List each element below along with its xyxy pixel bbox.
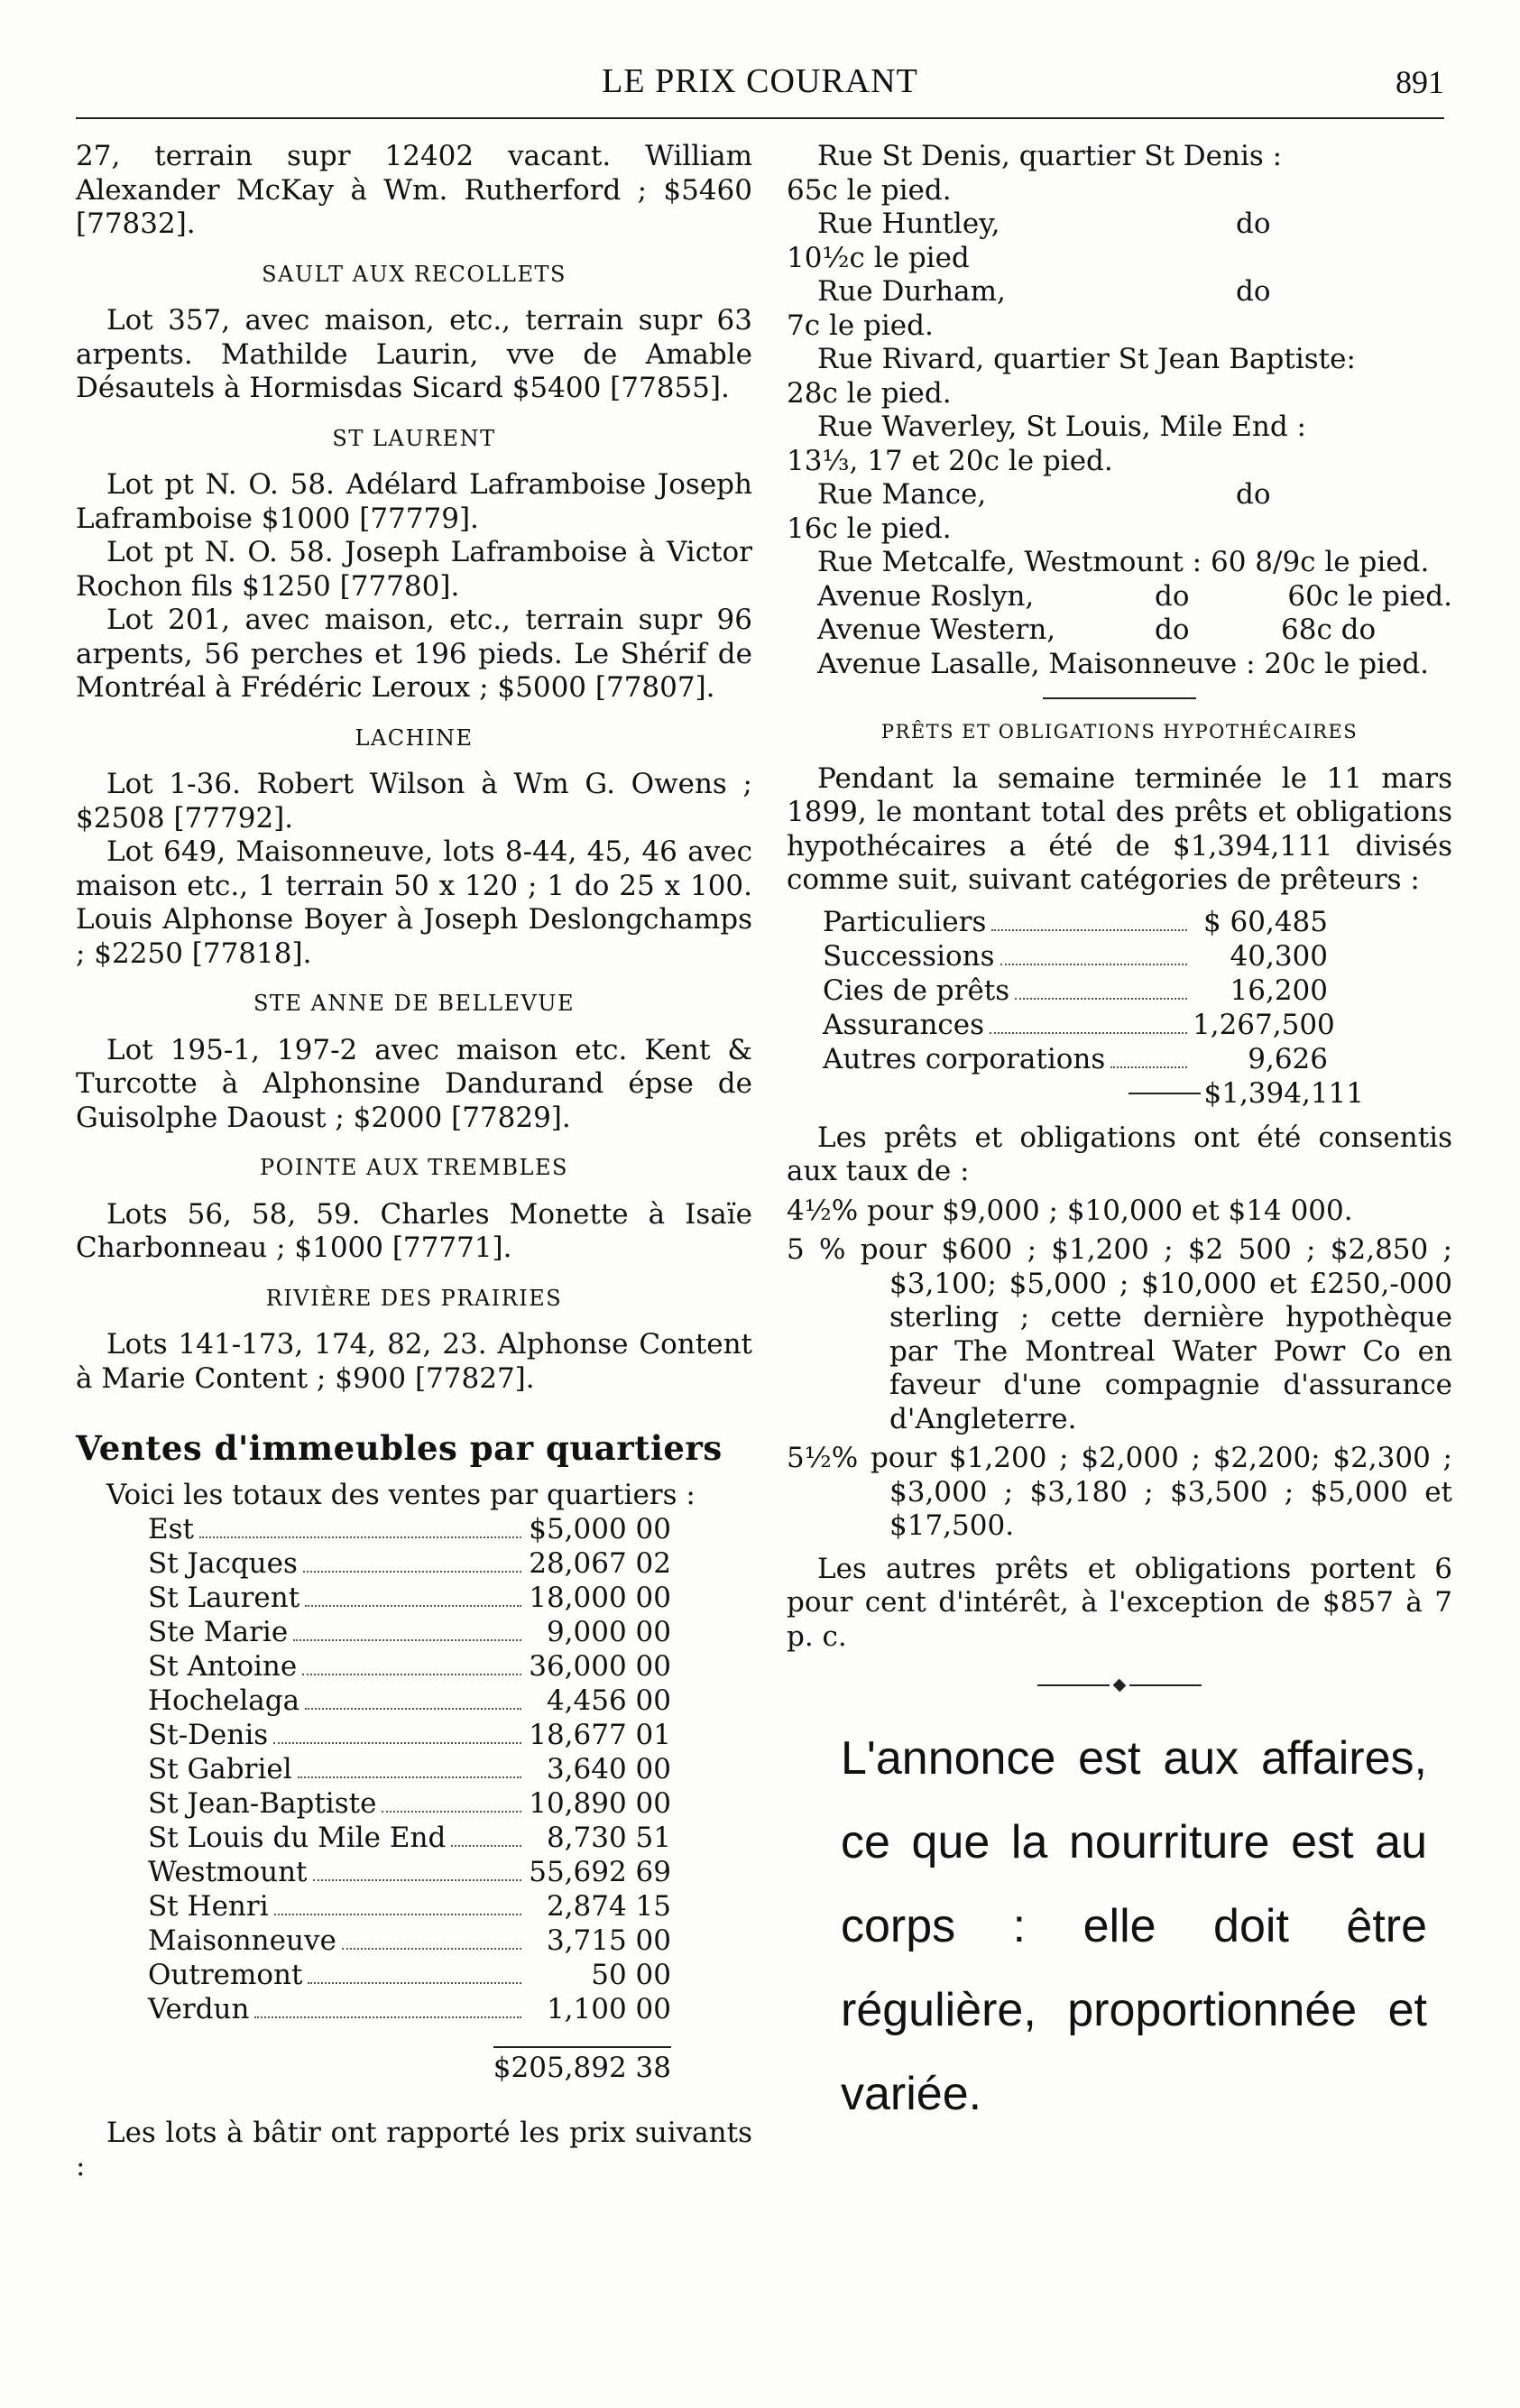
quartier-amount: 18,677 01 xyxy=(529,1719,671,1751)
rue-price: 68c do xyxy=(1281,614,1377,646)
quartier-amount: 2,874 15 xyxy=(546,1890,671,1923)
taux-entry: 5½% pour $1,200 ; $2,000 ; $2,200; $2,300 ; $3,000 ; $3,180 ; $3,500 ; $5,000 et $17,500. xyxy=(787,1442,1452,1542)
rue-name: Avenue Roslyn, xyxy=(817,579,1035,613)
table-row xyxy=(823,905,1328,939)
taux-intro: Les prêts et obligations ont été consentis aux taux de : xyxy=(787,1121,1452,1187)
rue-price: 13⅓, 17 et 20c le pied. xyxy=(787,444,1113,477)
left-column xyxy=(76,140,752,2184)
quartier-name: St Laurent xyxy=(148,1582,300,1614)
preteurs-total xyxy=(823,1076,1364,1111)
quartier-name: Westmount xyxy=(148,1856,308,1888)
quartier-name: St Antoine xyxy=(148,1650,298,1683)
leader-dots xyxy=(382,1811,521,1813)
rue-price: 65c le pied. xyxy=(787,173,952,207)
table-row xyxy=(148,1924,671,1958)
rue-entry xyxy=(787,275,1452,309)
sale-entry: Lots 141-173, 174, 82, 23. Alphonse Content à Marie Content ; $900 [77827]. xyxy=(76,1328,752,1395)
preteurs-total-value: $1,394,111 xyxy=(1203,1076,1364,1110)
leader-dots xyxy=(305,1605,521,1607)
leader-dots xyxy=(298,1776,521,1778)
quartier-amount: 8,730 51 xyxy=(546,1822,671,1854)
quartier-amount: 3,640 00 xyxy=(546,1753,671,1785)
prets-intro: Pendant la semaine terminée le 11 mars 1899, le montant total des prêts et obligations hypothécaires a été de $1,394,111 divisés comme suit, suivant catégories de prêteurs : xyxy=(787,761,1452,896)
quartier-name: Est xyxy=(148,1513,194,1545)
rue-price: 10½c le pied xyxy=(787,241,970,274)
sale-entry: Lot 357, avec maison, etc., terrain supr 63 arpents. Mathilde Laurin, vve de Amable Désautels à Hormisdas Sicard $5400 [77855]. xyxy=(76,304,752,404)
quartier-name: Outremont xyxy=(148,1959,303,1991)
table-row xyxy=(823,939,1328,973)
table-row xyxy=(148,1992,671,2026)
sale-entry: Lot 1-36. Robert Wilson à Wm G. Owens ; $2508 [77792]. xyxy=(76,768,752,835)
leader-dots xyxy=(273,1742,521,1744)
leader-dots xyxy=(302,1674,521,1675)
quartier-name: Maisonneuve xyxy=(148,1924,336,1957)
rue-price: 28c le pied. xyxy=(787,376,952,410)
ornament-divider xyxy=(787,1681,1452,1690)
advertisement-quote: L'annonce est aux affaires, ce que la nourriture est au corps : elle doit être régulière, proportionnée et variée. xyxy=(841,1732,1427,2120)
quartier-amount: 28,067 02 xyxy=(529,1547,671,1580)
rue-name: Rue Durham, xyxy=(817,275,1006,308)
ditto-mark: do xyxy=(1155,579,1190,613)
lots-text: Les lots à bâtir ont rapporté les prix suivants : xyxy=(76,2116,752,2182)
divider xyxy=(1043,697,1196,699)
leader-dots xyxy=(1000,964,1187,965)
quartier-name: St Jean-Baptiste xyxy=(148,1787,377,1820)
table-row xyxy=(148,1581,671,1615)
sale-entry: Lot 195-1, 197-2 avec maison etc. Kent & Turcotte à Alphonsine Dandurand épse de Guisolphe Daoust ; $2000 [77829]. xyxy=(76,1033,752,1134)
quartier-name: St Jacques xyxy=(148,1547,298,1580)
sale-entry: 27, terrain supr 12402 vacant. William Alexander McKay à Wm. Rutherford ; $5460 [77832]. xyxy=(76,140,752,240)
leader-dots xyxy=(199,1536,521,1538)
table-row xyxy=(148,1649,671,1684)
quartier-amount: 1,100 00 xyxy=(546,1993,671,2025)
table-row xyxy=(148,1684,671,1718)
section-heading: RIVIÈRE DES PRAIRIES xyxy=(265,1285,563,1311)
sale-entry: Lot pt N. O. 58. Adélard Laframboise Joseph Laframboise $1000 [77779]. xyxy=(76,468,752,535)
table-row xyxy=(823,1008,1335,1042)
rue-entry xyxy=(787,614,1452,648)
right-column xyxy=(787,140,1452,2136)
ditto-mark: do xyxy=(1236,478,1271,511)
ditto-mark: do xyxy=(1155,614,1190,646)
rue-entry xyxy=(787,478,1452,512)
rue-name: Rue Mance, xyxy=(817,478,987,511)
quartier-name: Verdun xyxy=(148,1993,250,2025)
sale-entry: Lot pt N. O. 58. Joseph Laframboise à Victor Rochon fils $1250 [77780]. xyxy=(76,536,752,603)
table-row xyxy=(148,1615,671,1649)
table-row xyxy=(148,1889,671,1924)
rue-name: Avenue Western, xyxy=(817,614,1056,646)
table-row xyxy=(823,1042,1328,1076)
table-row xyxy=(148,1855,671,1889)
rue-entry xyxy=(787,208,1452,242)
quartier-name: Ste Marie xyxy=(148,1616,289,1648)
quartier-name: St Gabriel xyxy=(148,1753,292,1785)
preteur-name: Autres corporations xyxy=(823,1042,1106,1075)
preteur-amount: 1,267,500 xyxy=(1193,1008,1335,1041)
total-rule xyxy=(1128,1093,1201,1111)
leader-dots xyxy=(451,1845,521,1847)
rue-entry: Rue Waverley, St Louis, Mile End : xyxy=(817,411,1307,443)
table-row xyxy=(148,1752,671,1786)
table-row xyxy=(148,1546,671,1581)
quartier-amount: 55,692 69 xyxy=(529,1856,671,1888)
page-header xyxy=(76,54,1444,119)
quartiers-total xyxy=(148,2052,671,2086)
preteur-name: Cies de prêts xyxy=(823,973,1010,1007)
preteur-name: Particuliers xyxy=(823,905,987,938)
leader-dots xyxy=(254,2016,521,2018)
preteur-amount: 40,300 xyxy=(1230,939,1328,973)
table-row xyxy=(148,1512,671,1546)
quartier-name: St Henri xyxy=(148,1890,269,1923)
sale-entry: Lot 649, Maisonneuve, lots 8-44, 45, 46 avec maison etc., 1 terrain 50 x 120 ; 1 do 25 x 100. Louis Alphonse Boyer à Joseph Deslongchamps ; $2250 [77818]. xyxy=(76,835,752,970)
quartier-amount: 3,715 00 xyxy=(546,1924,671,1957)
quartier-amount: 50 00 xyxy=(591,1959,671,1991)
table-row xyxy=(148,1718,671,1752)
quartier-amount: $5,000 00 xyxy=(529,1513,671,1545)
section-heading: STE ANNE DE BELLEVUE xyxy=(253,991,576,1016)
section-heading: ST LAURENT xyxy=(332,425,496,451)
quartier-name: St-Denis xyxy=(148,1719,269,1751)
ventes-heading: Ventes d'immeubles par quartiers xyxy=(76,1428,723,1468)
leader-dots xyxy=(308,1982,521,1984)
leader-dots xyxy=(293,1639,521,1641)
ventes-intro: Voici les totaux des ventes par quartiers : xyxy=(106,1478,696,1511)
preteur-amount: $ 60,485 xyxy=(1202,905,1328,938)
quartier-amount: 4,456 00 xyxy=(546,1684,671,1717)
rue-entry: Rue Rivard, quartier St Jean Baptiste: xyxy=(817,343,1356,375)
leader-dots xyxy=(303,1571,521,1573)
running-title: LE PRIX COURANT xyxy=(602,62,918,100)
table-row xyxy=(148,1821,671,1855)
quartier-amount: 10,890 00 xyxy=(529,1787,671,1820)
taux-entry: 5 % pour $600 ; $1,200 ; $2 500 ; $2,850 ; $3,100; $5,000 ; $10,000 et £250,-000 sterling ; cette dernière hypothèque par The Montreal Water Powr Co en faveur d'une compagnie d'assurance d'Angleterre. xyxy=(787,1233,1452,1435)
quartier-amount: 36,000 00 xyxy=(529,1650,671,1683)
preteur-name: Assurances xyxy=(823,1008,985,1041)
leader-dots xyxy=(1110,1066,1187,1068)
leader-dots xyxy=(1015,998,1187,1000)
sale-entry: Lots 56, 58, 59. Charles Monette à Isaïe Charbonneau ; $1000 [77771]. xyxy=(76,1197,752,1264)
rue-entry: Rue St Denis, quartier St Denis : xyxy=(817,140,1283,172)
quartier-amount: 18,000 00 xyxy=(529,1582,671,1614)
leader-dots xyxy=(990,1032,1187,1034)
leader-dots xyxy=(305,1708,521,1710)
quartier-name: Hochelaga xyxy=(148,1684,300,1717)
quartiers-total-value: $205,892 38 xyxy=(493,2046,671,2084)
leader-dots xyxy=(991,929,1187,931)
leader-dots xyxy=(274,1914,521,1915)
section-heading: LACHINE xyxy=(355,724,474,751)
quartiers-table xyxy=(148,1512,671,2026)
table-row xyxy=(148,1786,671,1821)
rue-price: 16c le pied. xyxy=(787,512,952,545)
page-number: 891 xyxy=(1396,64,1444,100)
leader-dots xyxy=(342,1948,521,1950)
rue-entry xyxy=(787,580,1452,614)
ditto-mark: do xyxy=(1236,275,1271,308)
table-row xyxy=(823,973,1328,1008)
rue-entry: Rue Metcalfe, Westmount : 60 8/9c le pied. xyxy=(817,546,1430,578)
rue-name: Rue Huntley, xyxy=(817,208,1000,240)
section-heading: SAULT AUX RECOLLETS xyxy=(262,261,567,287)
preteurs-table xyxy=(823,905,1335,1076)
section-heading: PRÊTS ET OBLIGATIONS HYPOTHÉCAIRES xyxy=(880,721,1359,743)
leader-dots xyxy=(313,1879,522,1881)
preteur-amount: 9,626 xyxy=(1248,1042,1328,1075)
preteur-amount: 16,200 xyxy=(1230,973,1328,1007)
table-row xyxy=(148,1958,671,1992)
taux-entry: 4½% pour $9,000 ; $10,000 et $14 000. xyxy=(787,1194,1353,1227)
rue-price: 60c le pied. xyxy=(1287,579,1452,613)
rue-entry: Avenue Lasalle, Maisonneuve : 20c le pied. xyxy=(817,647,1430,680)
section-heading: POINTE AUX TREMBLES xyxy=(260,1155,568,1180)
sale-entry: Lot 201, avec maison, etc., terrain supr 96 arpents, 56 perches et 196 pieds. Le Shérif de Montréal à Frédéric Leroux ; $5000 [77807]. xyxy=(76,604,752,704)
preteur-name: Successions xyxy=(823,939,995,973)
ditto-mark: do xyxy=(1236,208,1271,240)
quartier-name: St Louis du Mile End xyxy=(148,1822,447,1854)
quartier-amount: 9,000 00 xyxy=(546,1616,671,1648)
rue-price: 7c le pied. xyxy=(787,309,934,342)
autres-prets: Les autres prêts et obligations portent 6 pour cent d'intérêt, à l'exception de $857 à 7 p. c. xyxy=(787,1552,1452,1653)
